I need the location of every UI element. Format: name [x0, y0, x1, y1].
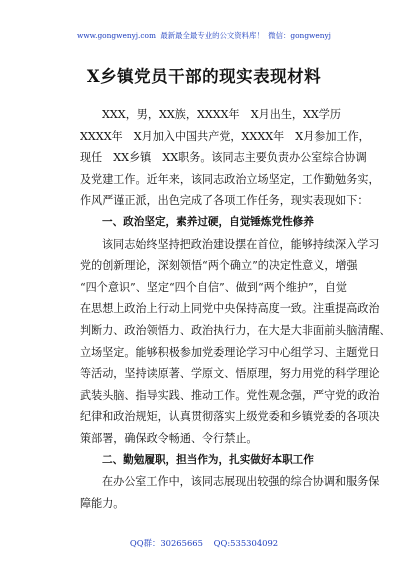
- paragraph-line: XXXX年 X月加入中国共产党，XXXX年 X月参加工作，: [80, 129, 370, 143]
- paragraph-line: 该同志始终坚持把政治建设摆在首位，能够持续深入学习: [102, 237, 380, 251]
- paragraph-line: 策部署，确保政令畅通、令行禁止。: [80, 431, 258, 445]
- site-link[interactable]: www.gongwenyj.com: [77, 31, 156, 40]
- qq-group-text: QQ群：30265665: [129, 538, 203, 548]
- paragraph-line: 障能力。: [80, 496, 125, 510]
- paragraph-line: 判断力、政治领悟力、政治执行力，在大是大非面前头脑清醒、: [80, 323, 391, 337]
- paragraph-line: “四个意识”、坚定“四个自信”、做到“两个维护”，自觉: [80, 280, 347, 294]
- paragraph-line: 及党建工作。近年来，该同志政治立场坚定，工作勤勉务实，: [80, 172, 380, 186]
- paragraph-line: 纪律和政治规矩，认真贯彻落实上级党委和乡镇党委的各项决: [80, 410, 380, 424]
- paragraph-line: 作风严谨正派，出色完成了各项工作任务，现实表现如下：: [80, 194, 369, 208]
- page-footer: [0, 537, 408, 549]
- page-header: [0, 30, 408, 41]
- document-title: X乡镇党员干部的现实表现材料: [86, 67, 322, 86]
- slogan-text: 最新最全最专业的公文资料库！: [160, 31, 264, 40]
- paragraph-line: 现任 XX乡镇 XX职务。该同志主要负责办公室综合协调: [80, 151, 367, 165]
- paragraph-line: 立场坚定。能够积极参加党委理论学习中心组学习、主题党日: [80, 345, 380, 359]
- paragraph-line: 等活动，坚持读原著、学原文、悟原理，努力用党的科学理论: [80, 367, 380, 381]
- document-body: [80, 104, 391, 514]
- section-heading: 二、勤勉履职，担当作为，扎实做好本职工作: [102, 453, 314, 466]
- paragraph-line: 武装头脑、指导实践、推动工作。党性观念强，严守党的政治: [80, 388, 380, 402]
- paragraph-line: XXX，男，XX族，XXXX年 X月出生，XX学历: [102, 108, 341, 121]
- paragraph-line: 在思想上政治上行动上同党中央保持高度一致。注重提高政治: [80, 302, 380, 316]
- qq-text: QQ:535304092: [213, 538, 279, 548]
- paragraph-line: 党的创新理论，深刻领悟“两个确立”的决定性意义，增强: [80, 259, 358, 273]
- wechat-text: 微信：gongwenyj: [268, 31, 331, 40]
- paragraph-line: 在办公室工作中，该同志展现出较强的综合协调和服务保: [102, 475, 380, 489]
- section-heading: 一、政治坚定，素养过硬，自觉锤炼党性修养: [102, 215, 314, 228]
